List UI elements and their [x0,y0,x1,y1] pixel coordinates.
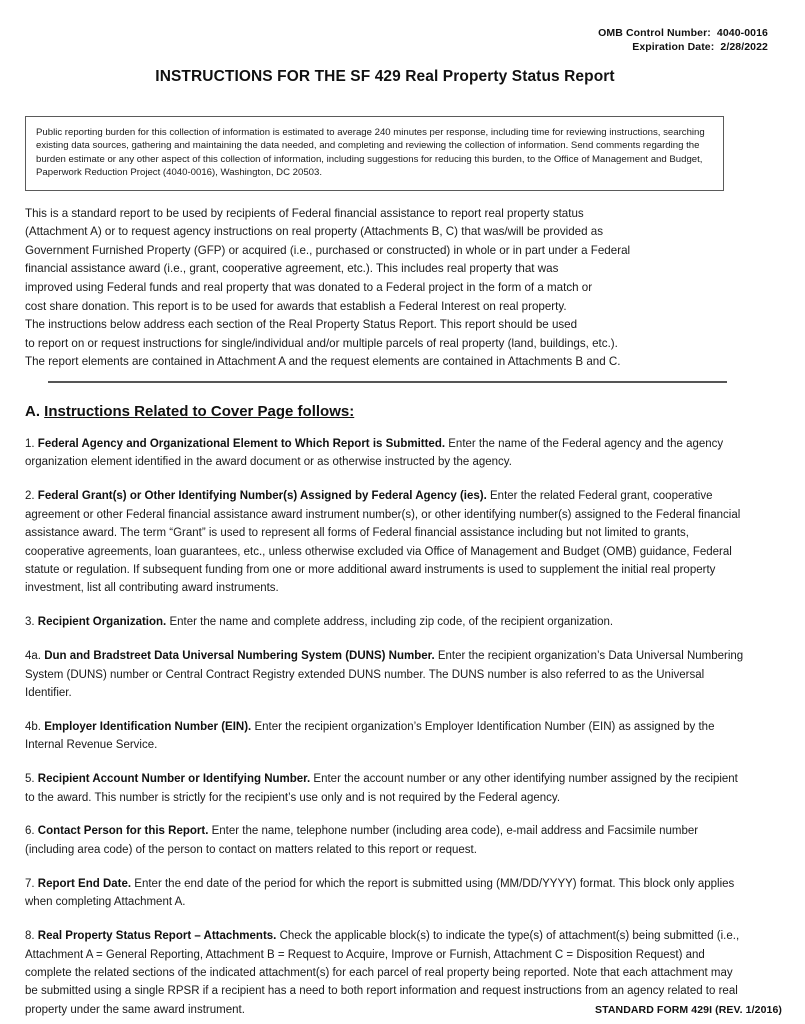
section-a-label: Instructions Related to Cover Page follows: [44,402,355,420]
instruction-item-number: 3. [25,616,35,629]
instruction-item-body: Enter the account number or any other identifying number assigned by the recipient to the award. This number is strictly for the recipient’s use only and is not required by the Federal agency. [25,773,738,804]
standard-form-footer: STANDARD FORM 429I (REV. 1/2016) [594,1004,782,1016]
instruction-item-title: Contact Person for this Report. [37,825,209,838]
instruction-item-body: Check the applicable block(s) to indicate the type(s) of attachment(s) being submitted (i.e., Attachment A = General Reporting, Attachment B = Request to Acquire, Improve or Furnish, Attachment C = Disposition Request) and complete the related sections of the indicated attachment(s) for each parcel of real property being reported. Note that each attachment may be submitted using a single RPSR if a recipient has a need to both report information and request instructions from an agency related to real property under the same award instrument. [25,930,740,1016]
instruction-item-number: 1. [25,437,35,450]
intro-line: The report elements are contained in Attachment A and the request elements are contained in Attachments B and C. [25,355,621,369]
instruction-items-list [25,435,746,1019]
intro-line: This is a standard report to be used by recipients of Federal financial assistance to report real property status [25,206,584,220]
public-burden-statement-text: Public reporting burden for this collection of information is estimated to average 240 minutes per response, including time for reviewing instructions, searching existing data sources, gathering and maintaining the data needed, and completing and reviewing the collection of information. Send comments regarding the burden estimate or any other aspect of this collection of information, including suggestions for reducing this burden, to the Office of Management and Budget, Paperwork Reduction Project (4040-0016), Washington, DC 20503. [36,127,705,179]
instruction-item-title: Report End Date. [37,877,132,890]
omb-expiration-date: Expiration Date: 2/28/2022 [632,41,768,53]
instruction-item [25,613,746,631]
instruction-item-body: Enter the recipient organization’s Data Universal Numbering System (DUNS) number or Central Contract Registry extended DUNS number. The DUNS number is also referred to as the Universal Identifier. [25,650,744,699]
instruction-item-body: Enter the related Federal grant, cooperative agreement or other Federal financial assistance award instrument number(s), or other identifying number(s) assigned to the Federal financial assistance award. The term “Grant” is used to represent all forms of Federal financial assistance including but not limited to grants, cooperative agreements, loan guarantees, etc., unless otherwise excluded via Office of Management and Budget (OMB) guidance, Federal statute or regulation. If subsequent funding from one or more additional award instruments is used to supplement the initial real property investment, list all contributing award instruments. [25,490,741,595]
instruction-item [25,487,746,597]
instruction-item-number: 4b. [25,720,41,733]
instruction-item-number: 7. [25,877,35,890]
intro-line: financial assistance award (i.e., grant, cooperative agreement, etc.). This includes real property that was [25,262,559,276]
instruction-item-body: Enter the name and complete address, including zip code, of the recipient organization. [169,616,614,629]
intro-line: The instructions below address each section of the Real Property Status Report. This report should be used [25,318,578,332]
instruction-item [25,770,746,807]
instruction-item [25,647,746,702]
section-a-letter: A. [25,402,40,420]
instruction-item-body: Enter the end date of the period for which the report is submitted using (MM/DD/YYYY) format. This block only applies when completing Attachment A. [25,877,735,909]
instruction-item-number: 6. [25,825,35,838]
intro-line: Government Furnished Property (GFP) or acquired (i.e., purchased or constructed) in whole or in part under a Federal [25,243,631,257]
instruction-item-title: Federal Agency and Organizational Element to Which Report is Submitted. [37,437,446,450]
section-a-heading [25,403,782,420]
intro-line: (Attachment A) or to request agency instructions on real property (Attachments B, C) that was/will be provided as [25,225,604,239]
instruction-item-number: 8. [25,930,35,943]
instruction-item-title: Recipient Organization. [37,616,167,629]
public-burden-statement-box [25,116,724,191]
omb-control-number: OMB Control Number: 4040-0016 [598,27,768,39]
instruction-item-body: Enter the name of the Federal agency and the agency organization element identified in the award document or as otherwise instructed by the agency. [25,437,724,469]
instruction-item-body: Enter the recipient organization’s Employer Identification Number (EIN) as assigned by the Internal Revenue Service. [25,720,715,752]
page-title: INSTRUCTIONS FOR THE SF 429 Real Property Status Report [155,68,615,85]
intro-line: cost share donation. This report is to be used for awards that establish a Federal Interest on real property. [25,299,567,313]
instruction-item-number: 4a. [25,650,41,663]
instruction-item-title: Dun and Bradstreet Data Universal Numbering System (DUNS) Number. [44,650,435,663]
instruction-item-number: 5. [25,773,35,786]
instruction-item [25,875,746,912]
instruction-item [25,718,746,755]
intro-line: to report on or request instructions for single/individual and/or multiple parcels of real property (land, buildings, etc.). [25,336,618,350]
section-divider-rule [48,381,727,383]
instruction-item-title: Real Property Status Report – Attachments. [37,930,277,943]
intro-line: improved using Federal funds and real property that was donated to a Federal project in the form of a match or [25,281,593,294]
instruction-item-title: Federal Grant(s) or Other Identifying Number(s) Assigned by Federal Agency (ies). [37,490,487,503]
instruction-item-title: Recipient Account Number or Identifying Number. [37,773,311,786]
omb-header-block [23,0,782,54]
instruction-item [25,435,746,472]
instruction-item [25,822,746,859]
instruction-item-title: Employer Identification Number (EIN). [44,720,252,733]
instruction-item-body: Enter the name, telephone number (including area code), e-mail address and Facsimile number (including area code) of the person to contact on matters related to this report or request. [25,825,699,856]
instruction-item-number: 2. [25,490,35,503]
intro-paragraph [25,205,742,372]
